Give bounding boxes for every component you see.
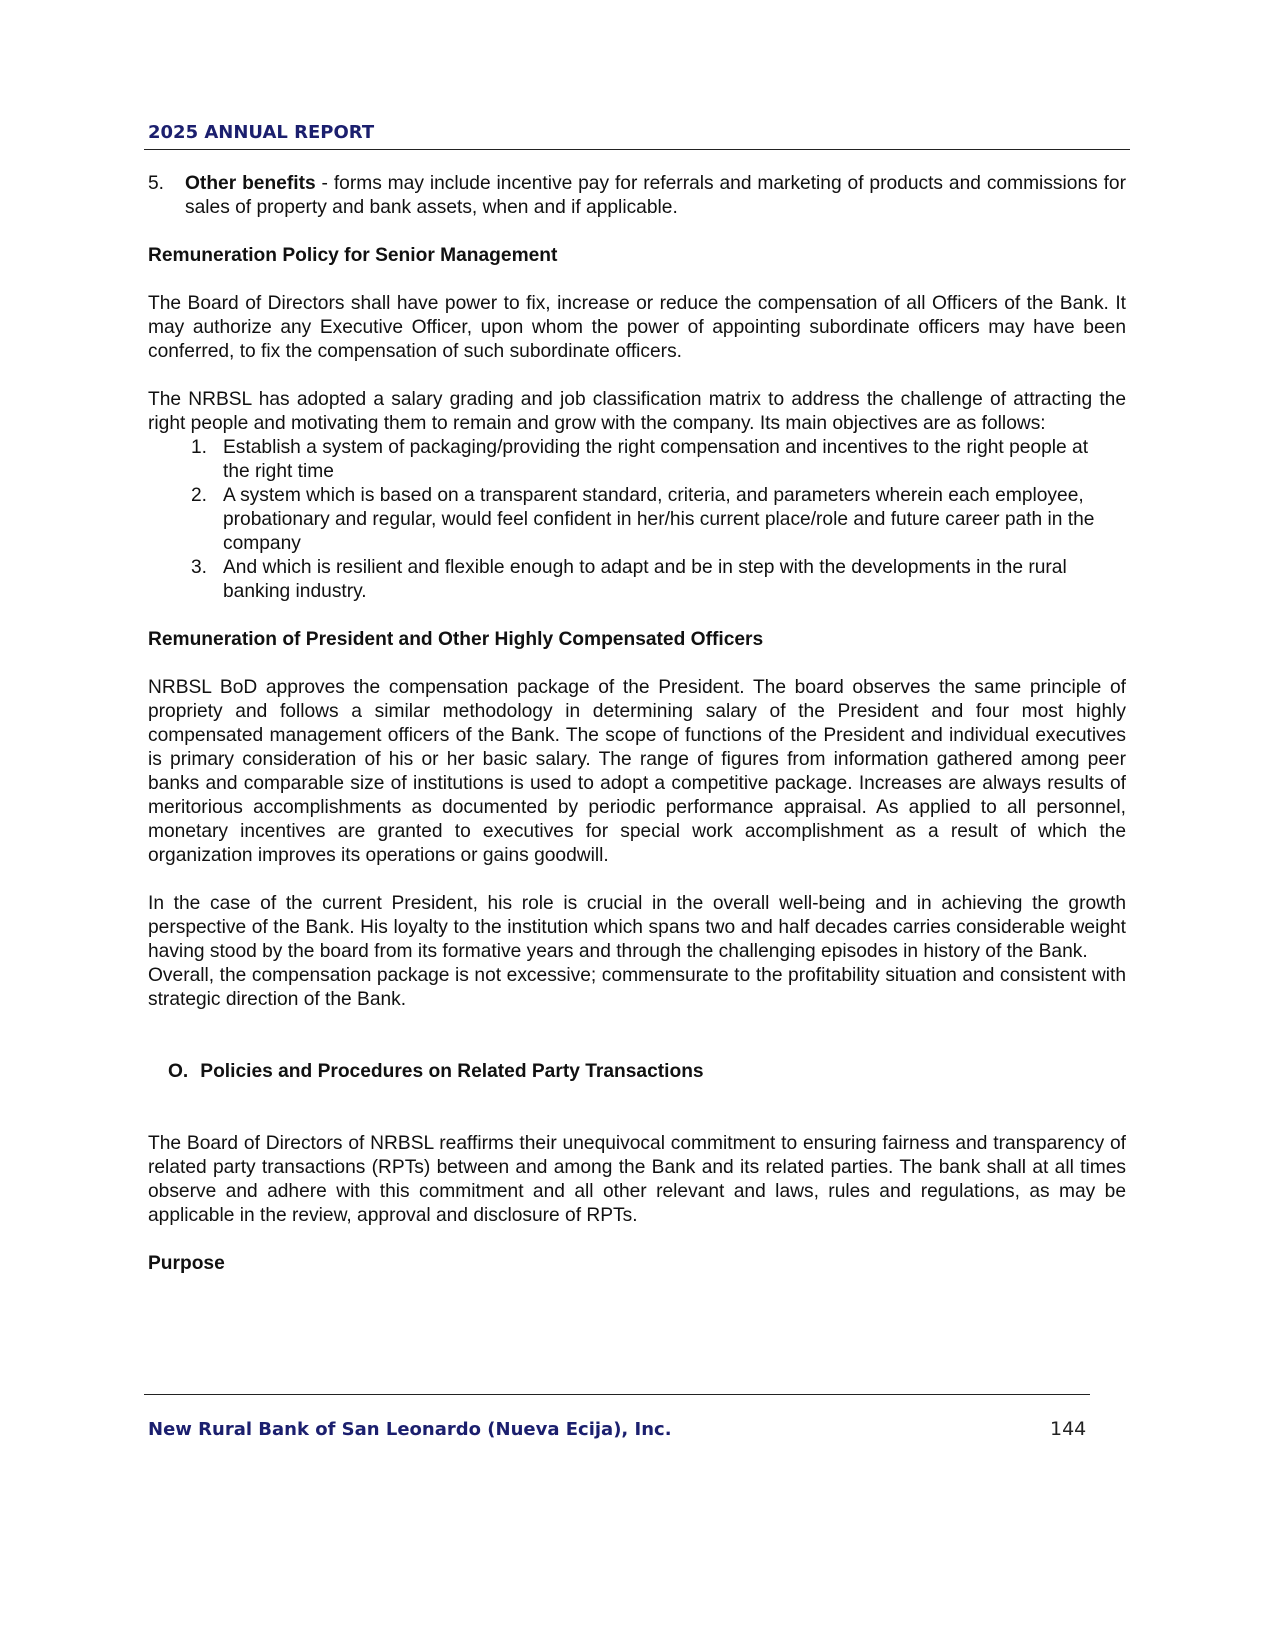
purpose-heading: Purpose xyxy=(148,1253,225,1274)
objective-text: And which is resilient and flexible enough to adapt and be in step with the developments in the rural banking industry. xyxy=(223,557,1067,602)
section-letter: O. xyxy=(168,1061,189,1082)
page-content xyxy=(148,172,1126,1276)
list-item xyxy=(148,556,1126,604)
list-item xyxy=(148,436,1126,484)
section-title-rpt xyxy=(148,1060,1126,1084)
footer-organization-name: New Rural Bank of San Leonardo (Nueva Ecija), Inc. xyxy=(148,1419,672,1440)
objectives-list xyxy=(148,436,1126,604)
senior-management-paragraph-2: The NRBSL has adopted a salary grading and job classification matrix to address the challenge of attracting the right people and motivating them to remain and grow with the company. Its main objectives are as follows: xyxy=(148,389,1126,434)
president-remuneration-heading: Remuneration of President and Other Highly Compensated Officers xyxy=(148,629,764,650)
list-item-number: 5. xyxy=(148,173,165,194)
president-paragraph-2: In the case of the current President, his role is crucial in the overall well-being and in achieving the growth perspective of the Bank. His loyalty to the institution which spans two and half decades carries considerable weight having stood by the board from its formative years and through the challenging episodes in history of the Bank. xyxy=(148,893,1126,962)
objective-number: 1. xyxy=(190,437,207,458)
objective-number: 3. xyxy=(190,557,207,578)
senior-management-heading: Remuneration Policy for Senior Management xyxy=(148,245,558,266)
president-paragraph-3: Overall, the compensation package is not excessive; commensurate to the profitability situation and consistent with strategic direction of the Bank. xyxy=(148,965,1126,1010)
list-item-text xyxy=(185,172,1126,220)
list-item-label: Other benefits xyxy=(185,173,316,194)
section-title-text: Policies and Procedures on Related Party Transactions xyxy=(200,1061,704,1082)
header-divider xyxy=(144,149,1130,150)
list-item xyxy=(148,484,1126,556)
list-item-other-benefits xyxy=(148,172,1126,220)
rpt-paragraph-1: The Board of Directors of NRBSL reaffirms their unequivocal commitment to ensuring fairness and transparency of related party transactions (RPTs) between and among the Bank and its related parties. The bank shall at all times observe and adhere with this commitment and all other relevant and laws, rules and regulations, as may be applicable in the review, approval and disclosure of RPTs. xyxy=(148,1133,1126,1226)
report-header-title: 2025 ANNUAL REPORT xyxy=(148,122,375,143)
objective-number: 2. xyxy=(190,485,207,506)
objective-text: Establish a system of packaging/providing the right compensation and incentives to the right people at the right time xyxy=(223,437,1089,482)
list-item-body: - forms may include incentive pay for referrals and marketing of products and commissions for sales of property and bank assets, when and if applicable. xyxy=(185,173,1126,218)
senior-management-paragraph-1: The Board of Directors shall have power to fix, increase or reduce the compensation of all Officers of the Bank. It may authorize any Executive Officer, upon whom the power of appointing subordinate officers may have been conferred, to fix the compensation of such subordinate officers. xyxy=(148,293,1126,362)
objective-text: A system which is based on a transparent standard, criteria, and parameters wherein each employee, probationary and regular, would feel confident in her/his current place/role and future career path in the company xyxy=(223,485,1095,554)
page-number: 144 xyxy=(1050,1418,1087,1440)
president-paragraph-1: NRBSL BoD approves the compensation package of the President. The board observes the same principle of propriety and follows a similar methodology in determining salary of the President and four most highly compensated management officers of the Bank. The scope of functions of the President and individual executives is primary consideration of his or her basic salary. The range of figures from information gathered among peer banks and comparable size of institutions is used to adopt a competitive package. Increases are always results of meritorious accomplishments as documented by periodic performance appraisal. As applied to all personnel, monetary incentives are granted to executives for special work accomplishment as a result of which the organization improves its operations or gains goodwill. xyxy=(148,677,1126,866)
footer-divider xyxy=(144,1394,1090,1395)
